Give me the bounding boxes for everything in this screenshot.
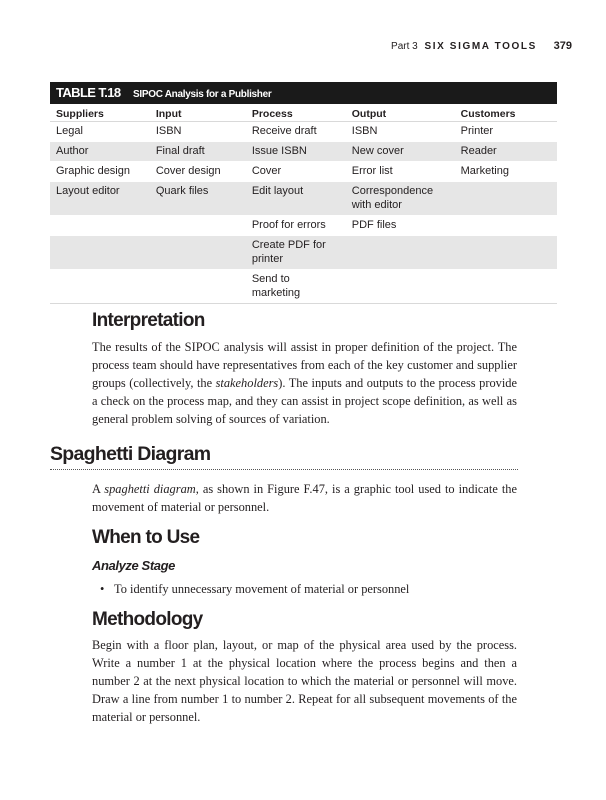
- table-cell: Printer: [455, 122, 557, 142]
- page-number: 379: [553, 40, 572, 52]
- table-cell: [455, 182, 557, 216]
- table-cell: [150, 236, 246, 270]
- table-cell: [50, 216, 150, 236]
- interpretation-paragraph: [92, 338, 517, 428]
- table-caption: [50, 82, 557, 104]
- table-cell: ISBN: [346, 122, 455, 142]
- table-caption-text: SIPOC Analysis for a Publisher: [133, 89, 272, 100]
- table-cell: Proof for errors: [246, 216, 346, 236]
- table-cell: [150, 270, 246, 304]
- methodology-paragraph: Begin with a floor plan, layout, or map of the physical area used by the process. Write a number 1 at the physical location where the process begins and then a number 2 at the next physical location to which the material or personnel will move. Draw a line from number 1 to number 2. Repeat for all subsequent movements of the material or personnel.: [92, 638, 517, 724]
- column-header-input: Input: [150, 104, 246, 122]
- when-to-use-list: [92, 580, 517, 598]
- table-label: TABLE T.18: [56, 85, 121, 100]
- spaghetti-diagram-heading: Spaghetti Diagram: [50, 443, 518, 470]
- running-head: [391, 40, 572, 52]
- table-cell: [150, 216, 246, 236]
- spaghetti-intro-start: A: [92, 482, 105, 496]
- interpretation-text: The results of the SIPOC analysis will assist in proper definition of the project. The process team should have representatives from each of the key customer and supplier groups (collectively, the: [92, 340, 517, 390]
- when-to-use-heading: When to Use: [92, 527, 200, 548]
- table-row: [50, 122, 557, 142]
- table-cell: Author: [50, 142, 150, 162]
- spaghetti-intro-paragraph: [92, 480, 517, 516]
- table-cell: Error list: [346, 162, 455, 182]
- table-cell: Graphic design: [50, 162, 150, 182]
- table-cell: Issue ISBN: [246, 142, 346, 162]
- list-item-text: To identify unnecessary movement of material or personnel: [114, 582, 410, 596]
- spaghetti-diagram-term: spaghetti diagram: [104, 482, 196, 496]
- column-header-customers: Customers: [455, 104, 557, 122]
- table-cell: Cover: [246, 162, 346, 182]
- table-cell: [455, 216, 557, 236]
- analyze-stage-subheading: Analyze Stage: [92, 558, 175, 573]
- table-cell: PDF files: [346, 216, 455, 236]
- table-cell: Reader: [455, 142, 557, 162]
- list-item: [92, 580, 517, 598]
- table-cell: Final draft: [150, 142, 246, 162]
- table-cell: Layout editor: [50, 182, 150, 216]
- column-header-output: Output: [346, 104, 455, 122]
- bullet-icon: •: [100, 582, 105, 596]
- table-row: [50, 216, 557, 236]
- table-cell: [50, 236, 150, 270]
- table-cell: Receive draft: [246, 122, 346, 142]
- table-cell: Legal: [50, 122, 150, 142]
- spaghetti-intro-end: , as shown in Figure F.47, is a graphic tool used to indicate the movement of material or personnel.: [92, 482, 517, 514]
- table-cell: Correspondence with editor: [346, 182, 455, 216]
- table-cell: Quark files: [150, 182, 246, 216]
- table-cell: [346, 270, 455, 304]
- table-row: [50, 162, 557, 182]
- column-header-process: Process: [246, 104, 346, 122]
- stakeholders-term: stakeholders: [215, 376, 279, 390]
- sipoc-table: [50, 104, 557, 304]
- table-cell: [50, 270, 150, 304]
- table-cell: Cover design: [150, 162, 246, 182]
- table-cell: Send to marketing: [246, 270, 346, 304]
- interpretation-text-end: ). The inputs and outputs to the process provide a check on the process map, and they can assist in project scope definition, as well as general problem solving of sources of variation.: [92, 376, 517, 426]
- table-cell: [455, 270, 557, 304]
- interpretation-heading: Interpretation: [92, 310, 205, 331]
- methodology-heading: Methodology: [92, 609, 203, 630]
- table-cell: New cover: [346, 142, 455, 162]
- running-head-part: Part 3: [391, 41, 418, 52]
- table-cell: [455, 236, 557, 270]
- table-row: [50, 270, 557, 304]
- table-row: [50, 236, 557, 270]
- table-cell: ISBN: [150, 122, 246, 142]
- running-head-title: SIX SIGMA TOOLS: [424, 41, 537, 52]
- table-cell: Marketing: [455, 162, 557, 182]
- table-row: [50, 182, 557, 216]
- column-header-suppliers: Suppliers: [50, 104, 150, 122]
- table-cell: Edit layout: [246, 182, 346, 216]
- sipoc-table-block: [50, 82, 557, 304]
- table-cell: Create PDF for printer: [246, 236, 346, 270]
- table-header-row: [50, 104, 557, 122]
- table-cell: [346, 236, 455, 270]
- table-row: [50, 142, 557, 162]
